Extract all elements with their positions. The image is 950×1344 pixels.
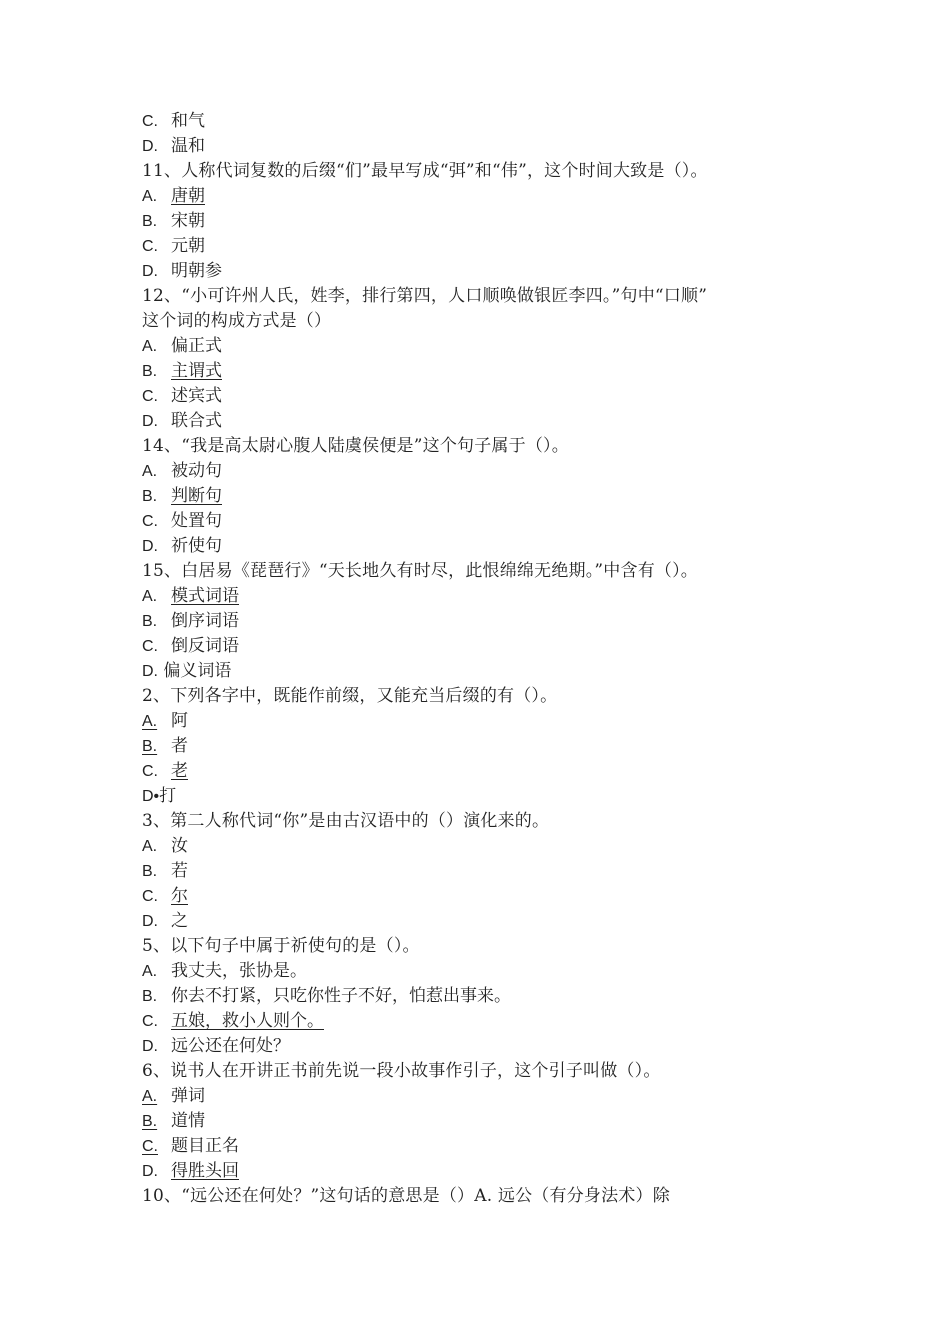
answer-option: [142, 909, 832, 934]
option-letter: C.: [142, 763, 158, 780]
option-letter: D.: [142, 263, 158, 280]
answer-option: [142, 1034, 832, 1059]
option-text: 述宾式: [171, 386, 222, 406]
option-letter: B.: [142, 863, 158, 880]
option-letter: C.: [142, 238, 158, 255]
option-text: 元朝: [171, 236, 205, 256]
option-letter: C.: [142, 888, 158, 905]
answer-option: [142, 859, 832, 884]
option-letter: B.: [142, 613, 158, 630]
answer-option: [142, 734, 832, 759]
option-letter: A.: [142, 963, 158, 980]
option-text: 偏义词语: [158, 661, 232, 681]
option-text: 处置句: [171, 511, 222, 531]
answer-option: [142, 784, 832, 809]
option-text: 若: [171, 861, 188, 881]
option-letter: C.: [142, 1013, 158, 1030]
option-letter: C.: [142, 388, 158, 405]
question-text: 这个词的构成方式是（）: [142, 311, 332, 331]
option-letter: B.: [142, 213, 158, 230]
option-text: 和气: [171, 111, 205, 131]
option-text: 阿: [171, 711, 188, 731]
answer-option: [142, 584, 832, 609]
answer-option: [142, 409, 832, 434]
question-text: 15、白居易《琵琶行》“天长地久有时尽，此恨绵绵无绝期。”中含有（）。: [142, 561, 699, 581]
option-text: 明朝参: [171, 261, 222, 281]
answer-option: [142, 484, 832, 509]
option-text: 打: [159, 786, 177, 806]
option-text: 者: [171, 736, 188, 756]
option-text: 五娘，救小人则个。: [171, 1011, 324, 1031]
question-text: 14、“我是高太尉心腹人陆虞侯便是”这个句子属于（）。: [142, 436, 569, 456]
answer-option: [142, 109, 832, 134]
option-letter: D.: [142, 413, 158, 430]
option-text: 远公还在何处？: [171, 1036, 290, 1056]
option-text: 道情: [171, 1111, 205, 1131]
answer-option: [142, 384, 832, 409]
option-text: 宋朝: [171, 211, 205, 231]
option-text: 得胜头回: [171, 1161, 239, 1181]
option-letter: B.: [142, 363, 158, 380]
option-letter: A.: [142, 1088, 158, 1105]
option-text: 模式词语: [171, 586, 239, 606]
option-letter: A.: [142, 463, 158, 480]
answer-option: [142, 1009, 832, 1034]
option-text: 联合式: [171, 411, 222, 431]
option-text: 倒序词语: [171, 611, 239, 631]
question-text: 10、“远公还在何处？”这句话的意思是（）A. 远公（有分身法术）除: [142, 1186, 670, 1206]
answer-option: [142, 984, 832, 1009]
option-text: 我丈夫，张协是。: [171, 961, 307, 981]
option-text: 题目正名: [171, 1136, 239, 1156]
option-text: 倒反词语: [171, 636, 239, 656]
question-text: 6、说书人在开讲正书前先说一段小故事作引子，这个引子叫做（）。: [142, 1061, 661, 1081]
answer-option: [142, 334, 832, 359]
question-text: 2、下列各字中，既能作前缀，又能充当后缀的有（）。: [142, 686, 558, 706]
answer-option: [142, 634, 832, 659]
option-letter: D.: [142, 138, 158, 155]
option-text: 弹词: [171, 1086, 205, 1106]
option-text: 之: [171, 911, 188, 931]
answer-option: [142, 834, 832, 859]
answer-option: [142, 234, 832, 259]
option-letter: D.: [142, 1038, 158, 1055]
answer-option: [142, 1159, 832, 1184]
question-text: 12、“小可许州人氏，姓李，排行第四，人口顺唤做银匠李四。”句中“口顺”: [142, 286, 708, 306]
answer-option: [142, 884, 832, 909]
option-text: 祈使句: [171, 536, 222, 556]
option-letter: A.: [142, 713, 158, 730]
option-letter: C.: [142, 638, 158, 655]
answer-option: [142, 459, 832, 484]
option-letter: D.: [142, 913, 158, 930]
option-letter: B.: [142, 1113, 158, 1130]
answer-option: [142, 1109, 832, 1134]
answer-option: [142, 534, 832, 559]
option-text: 偏正式: [171, 336, 222, 356]
option-letter: C.: [142, 1138, 158, 1155]
option-text: 被动句: [171, 461, 222, 481]
answer-option: [142, 209, 832, 234]
option-letter: D.: [142, 1163, 158, 1180]
option-letter: A.: [142, 838, 158, 855]
option-letter: B.: [142, 988, 158, 1005]
answer-option: [142, 134, 832, 159]
answer-option: [142, 709, 832, 734]
answer-option: [142, 959, 832, 984]
option-letter: B.: [142, 488, 158, 505]
option-text: 你去不打紧，只吃你性子不好，怕惹出事来。: [171, 986, 511, 1006]
option-text: 主谓式: [171, 361, 222, 381]
option-text: 汝: [171, 836, 188, 856]
option-letter: D•: [142, 788, 160, 805]
option-text: 唐朝: [171, 186, 205, 206]
answer-option: [142, 609, 832, 634]
option-letter: A.: [142, 588, 158, 605]
option-letter: D.: [142, 538, 158, 555]
option-text: 老: [171, 761, 188, 781]
answer-option: [142, 509, 832, 534]
answer-option: [142, 359, 832, 384]
option-letter: C.: [142, 113, 158, 130]
option-letter: C.: [142, 513, 158, 530]
question-text: 5、以下句子中属于祈使句的是（）。: [142, 936, 420, 956]
option-letter: D.: [142, 663, 158, 680]
answer-option: [142, 659, 832, 684]
answer-option: [142, 184, 832, 209]
option-letter: B.: [142, 738, 158, 755]
answer-option: [142, 759, 832, 784]
option-letter: A.: [142, 188, 158, 205]
question-text: 3、第二人称代词“你”是由古汉语中的（）演化来的。: [142, 811, 550, 831]
answer-option: [142, 259, 832, 284]
answer-option: [142, 1084, 832, 1109]
option-text: 判断句: [171, 486, 222, 506]
option-text: 尔: [171, 886, 188, 906]
option-text: 温和: [171, 136, 205, 156]
document-page: [142, 109, 832, 1209]
question-text: 11、人称代词复数的后缀“们”最早写成“弭”和“伟”，这个时间大致是（）。: [142, 161, 708, 181]
answer-option: [142, 1134, 832, 1159]
option-letter: A.: [142, 338, 158, 355]
